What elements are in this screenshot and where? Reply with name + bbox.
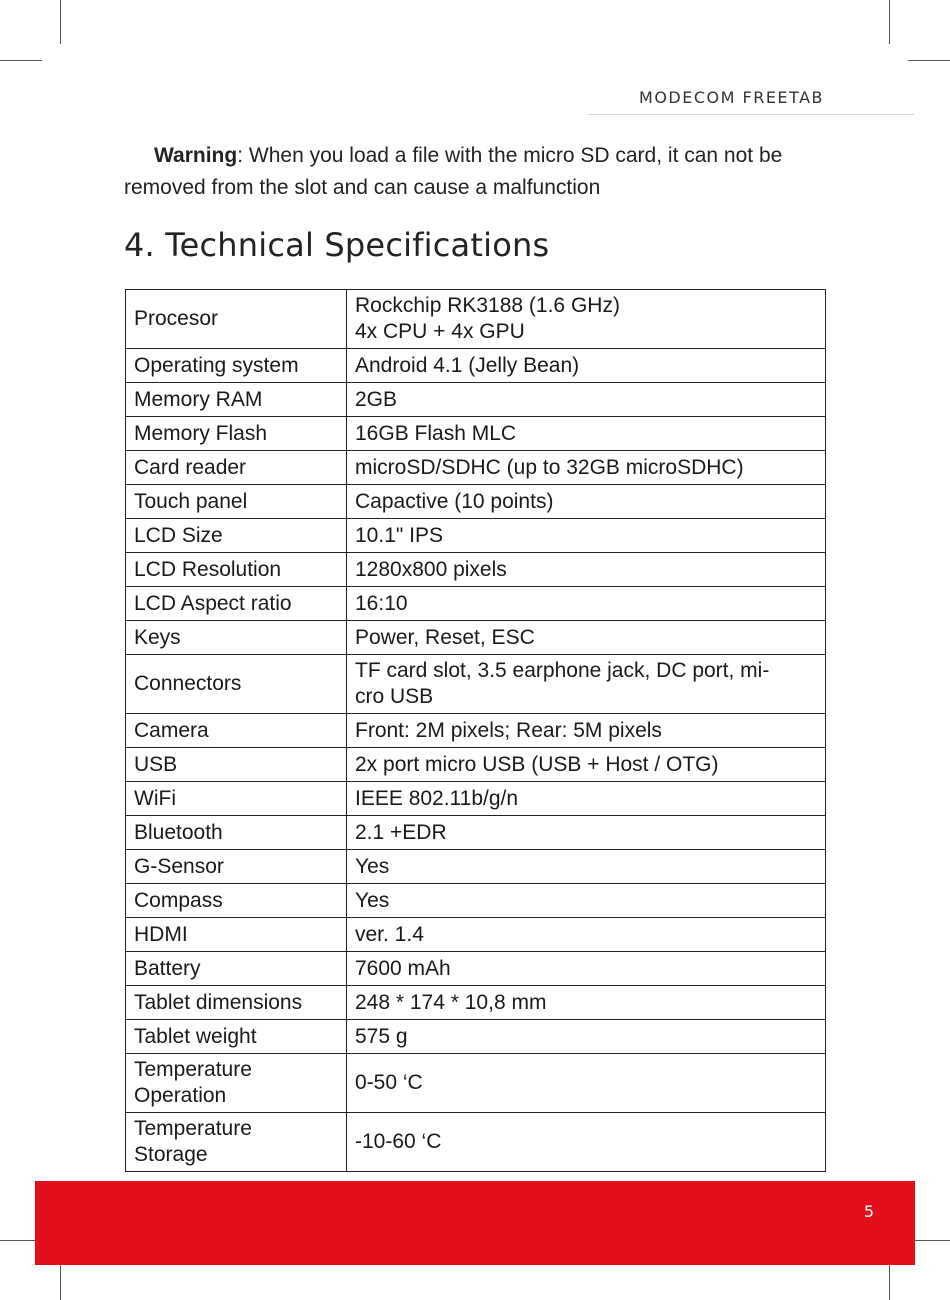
- spec-value: [347, 1113, 826, 1172]
- spec-label: LCD Resolution: [126, 553, 347, 587]
- spec-value: [347, 621, 826, 655]
- spec-value: [347, 714, 826, 748]
- spec-value: [347, 417, 826, 451]
- spec-value-line: 2.1 +EDR: [355, 820, 447, 844]
- spec-value: [347, 1020, 826, 1054]
- spec-label: Camera: [126, 714, 347, 748]
- spec-label-line: Temperature: [134, 1058, 252, 1081]
- warning-text: : When you load a file with the micro SD card, it can not be removed from the slot and can cause a malfunction: [124, 144, 783, 199]
- spec-label: Touch panel: [126, 485, 347, 519]
- spec-value-line: cro USB: [355, 685, 434, 708]
- spec-value-line: Front: 2M pixels; Rear: 5M pixels: [355, 718, 662, 742]
- spec-row: [126, 714, 826, 748]
- header-brand: MODECOM FREETAB: [639, 88, 824, 107]
- spec-label: Card reader: [126, 451, 347, 485]
- spec-row: [126, 1113, 826, 1172]
- spec-value-line: Power, Reset, ESC: [355, 625, 535, 649]
- spec-row: [126, 290, 826, 349]
- spec-value: [347, 349, 826, 383]
- spec-label: LCD Aspect ratio: [126, 587, 347, 621]
- spec-value: [347, 850, 826, 884]
- spec-value-line: Rockchip RK3188 (1.6 GHz): [355, 294, 620, 317]
- spec-value: [347, 587, 826, 621]
- spec-row: [126, 918, 826, 952]
- spec-value: [347, 782, 826, 816]
- spec-value-line: 16GB Flash MLC: [355, 421, 517, 445]
- header-rule: [588, 114, 914, 115]
- spec-value-line: 248 * 174 * 10,8 mm: [355, 990, 547, 1014]
- spec-row: [126, 587, 826, 621]
- spec-row: [126, 748, 826, 782]
- spec-row: [126, 349, 826, 383]
- spec-row: [126, 417, 826, 451]
- spec-value: [347, 485, 826, 519]
- spec-label: WiFi: [126, 782, 347, 816]
- spec-label: Memory RAM: [126, 383, 347, 417]
- spec-row: [126, 782, 826, 816]
- spec-value-line: Capactive (10 points): [355, 489, 554, 513]
- spec-value-line: 10.1" IPS: [355, 523, 444, 547]
- spec-value-line: 4x CPU + 4x GPU: [355, 320, 525, 343]
- spec-value-line: ver. 1.4: [355, 922, 424, 946]
- spec-label: Connectors: [126, 655, 347, 714]
- spec-row: [126, 383, 826, 417]
- spec-value: [347, 816, 826, 850]
- spec-label: Compass: [126, 884, 347, 918]
- spec-row: [126, 1054, 826, 1113]
- page-number: 5: [863, 1202, 874, 1221]
- spec-label: Operating system: [126, 349, 347, 383]
- spec-value-line: -10-60 ‘C: [355, 1130, 442, 1153]
- spec-value: [347, 383, 826, 417]
- spec-value-line: Android 4.1 (Jelly Bean): [355, 353, 580, 377]
- spec-row: [126, 816, 826, 850]
- spec-label: Bluetooth: [126, 816, 347, 850]
- spec-value: [347, 748, 826, 782]
- spec-row: [126, 655, 826, 714]
- spec-value: [347, 451, 826, 485]
- spec-row: [126, 884, 826, 918]
- spec-value-line: IEEE 802.11b/g/n: [355, 786, 519, 810]
- footer-bar: [35, 1181, 915, 1265]
- crop-mark: [908, 60, 950, 61]
- spec-row: [126, 952, 826, 986]
- spec-label: Battery: [126, 952, 347, 986]
- section-title: 4. Technical Specifications: [124, 226, 550, 264]
- spec-value: [347, 519, 826, 553]
- spec-label: [126, 1054, 347, 1113]
- crop-mark: [889, 0, 890, 44]
- spec-label: G-Sensor: [126, 850, 347, 884]
- spec-value: [347, 952, 826, 986]
- warning-label: Warning: [154, 144, 238, 167]
- warning-paragraph: [124, 140, 844, 204]
- spec-label: Keys: [126, 621, 347, 655]
- spec-value: [347, 884, 826, 918]
- spec-row: [126, 451, 826, 485]
- spec-value-line: Yes: [355, 888, 390, 912]
- spec-value-line: 575 g: [355, 1024, 408, 1048]
- crop-mark: [60, 0, 61, 44]
- spec-value-line: 1280x800 pixels: [355, 557, 507, 581]
- spec-label: USB: [126, 748, 347, 782]
- spec-label: Tablet dimensions: [126, 986, 347, 1020]
- spec-label: [126, 1113, 347, 1172]
- spec-value: [347, 986, 826, 1020]
- crop-mark: [0, 60, 42, 61]
- spec-row: [126, 621, 826, 655]
- specifications-table: [125, 289, 826, 1172]
- spec-label-line: Operation: [134, 1084, 227, 1107]
- spec-value: [347, 1054, 826, 1113]
- spec-row: [126, 485, 826, 519]
- spec-value: [347, 553, 826, 587]
- spec-row: [126, 986, 826, 1020]
- spec-value-line: 2GB: [355, 387, 398, 411]
- spec-value: [347, 655, 826, 714]
- spec-label: HDMI: [126, 918, 347, 952]
- spec-value-line: microSD/SDHC (up to 32GB microSDHC): [355, 455, 744, 479]
- spec-label-line: Storage: [134, 1143, 208, 1166]
- spec-label: Tablet weight: [126, 1020, 347, 1054]
- spec-row: [126, 850, 826, 884]
- spec-label: Memory Flash: [126, 417, 347, 451]
- spec-row: [126, 1020, 826, 1054]
- spec-value: [347, 290, 826, 349]
- spec-value-line: 0-50 ‘C: [355, 1071, 423, 1094]
- spec-value: [347, 918, 826, 952]
- spec-label-line: Temperature: [134, 1117, 252, 1140]
- spec-value-line: 16:10: [355, 591, 408, 615]
- spec-label: LCD Size: [126, 519, 347, 553]
- spec-value-line: 7600 mAh: [355, 956, 451, 980]
- spec-value-line: Yes: [355, 854, 390, 878]
- spec-value-line: TF card slot, 3.5 earphone jack, DC port, mi-: [355, 659, 770, 682]
- spec-row: [126, 519, 826, 553]
- spec-label: Procesor: [126, 290, 347, 349]
- spec-value-line: 2x port micro USB (USB + Host / OTG): [355, 752, 719, 776]
- spec-row: [126, 553, 826, 587]
